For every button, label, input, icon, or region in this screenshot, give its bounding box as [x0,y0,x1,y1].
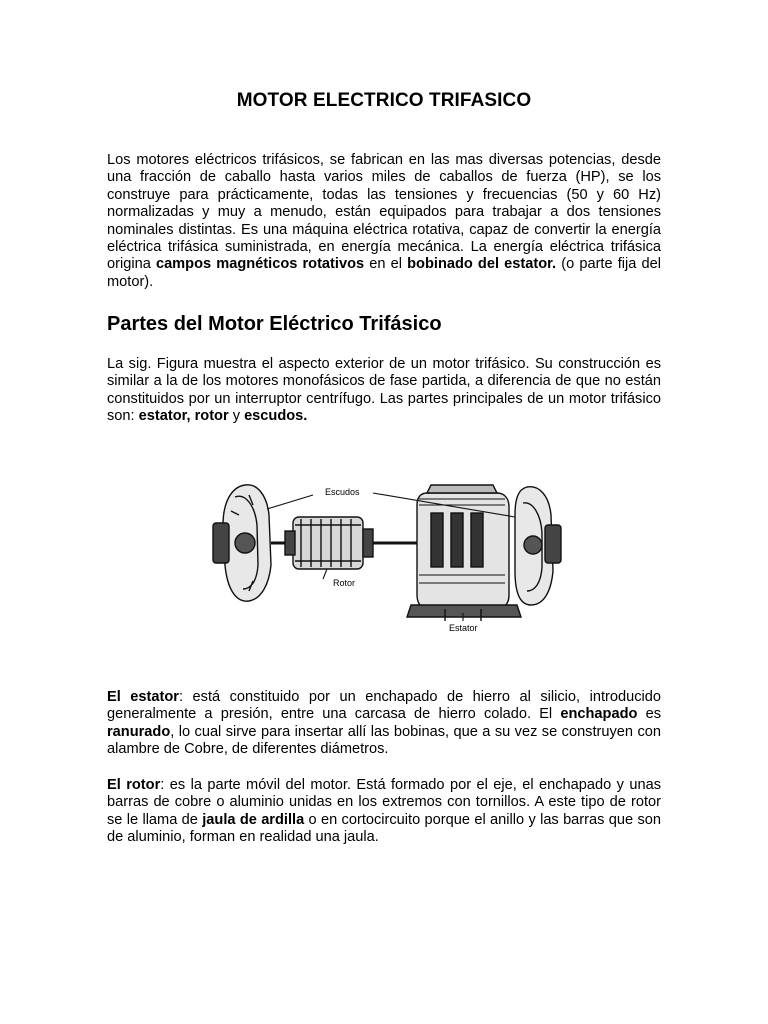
rotor-drawing [285,517,373,569]
intro-text-3: (o parte fija del motor). [107,256,662,290]
parts-text-1: La sig. Figura muestra el aspecto exterior de un motor trifásico. Su construcción es similar a la de los motores monofásicos de fase partida, a diferencia de que no están constituidos por un interruptor centrífugo. Las partes principales de un motor trifásico son: [107,356,661,425]
estator-bold-2: enchapado [560,706,638,723]
label-escudos: Escudos [325,487,360,497]
intro-text-2: en el [364,256,408,273]
rotor-bold-2: jaula de ardilla [202,811,305,828]
rotor-text-1: : es la parte móvil del motor. Está formado por el eje, el enchapado y unas barras de cobre o aluminio unidas en los extremos con tornillos. A este tipo de rotor se le llama de [107,777,661,828]
estator-bold-3: ranurado [107,723,171,740]
estator-bold-1: El estator [107,689,179,705]
label-estator: Estator [449,623,478,633]
escudos-leader-left [267,495,313,509]
rotor-bold-1: El rotor [107,777,161,793]
section-heading: Partes del Motor Eléctrico Trifásico [107,313,442,335]
estator-text-3: , lo cual sirve para insertar allí las bobinas, que a su vez se construyen con alambre de Cobre, de diferentes diámetros. [107,723,661,758]
label-rotor: Rotor [333,578,356,588]
estator-text-1: : está constituido por un enchapado de hierro al silicio, introducido generalmente a presión, entre una carcasa de hierro colado. El [107,689,661,723]
intro-bold-2: bobinado del estator. [407,256,557,273]
rotor-paragraph [107,777,661,847]
parts-bold-1: estator, rotor [138,408,229,425]
intro-text-1: Los motores eléctricos trifásicos, se fabrican en las mas diversas potencias, desde una fracción de caballo hasta varios miles de caballos de fuerza (HP), se los construye para prácticamente, todas las tensiones y frecuencias (50 y 60 Hz) normalizadas y muy a menudo, están equipados para trabajar a dos tensiones nominales distintas. Es una máquina eléctrica rotativa, capaz de convertir la energía eléctrica trifásica suministrada, en energía mecánica. La energía eléctrica trifásica origina [107,152,661,273]
page-title: MOTOR ELECTRICO TRIFASICO [236,90,532,111]
estator-paragraph [107,689,661,759]
rotor-text-2: o en cortocircuito porque el anillo y las barras que son de aluminio, forman en realidad una jaula. [107,811,661,846]
motor-illustration [205,475,585,635]
parts-bold-2: escudos. [244,408,308,425]
intro-paragraph [107,152,661,291]
motor-figure [205,475,585,635]
left-shield-drawing [213,485,271,601]
parts-paragraph [107,356,661,426]
estator-text-2: es [637,706,661,723]
parts-text-2: y [228,408,245,425]
stator-drawing [407,485,521,621]
right-shield-drawing [515,487,561,605]
intro-bold-1: campos magnéticos rotativos [155,256,365,273]
